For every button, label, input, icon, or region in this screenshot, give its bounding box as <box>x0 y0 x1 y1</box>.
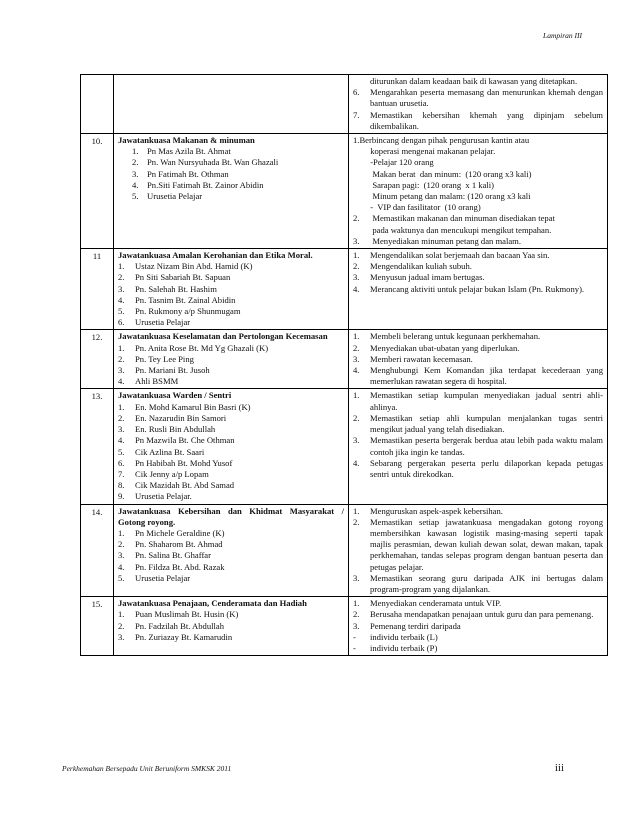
member-item: 5. Urusetia Pelajar <box>118 572 191 583</box>
member-item: 3. Pn. Salina Bt. Ghaffar <box>118 550 211 561</box>
task-line: 1.Berbincang dengan pihak pengurusan kantin atau <box>353 135 530 146</box>
member-item: 3. Pn. Salehah Bt. Hashim <box>118 283 217 294</box>
task-item: 3. Memastikan peserta bergerak berdua atau lebih pada waktu malam contoh jika ingin ke tandas. <box>353 435 603 457</box>
task-item: 3. Memberi rawatan kecemasan. <box>353 353 473 364</box>
committee-cell <box>114 597 349 656</box>
member-item: 5. Cik Azlina Bt. Saari <box>118 446 205 457</box>
member-item: 5. Urusetia Pelajar <box>132 191 203 202</box>
row-number-cell: 10. <box>81 134 114 249</box>
task-item: 1. Menguruskan aspek-aspek kebersihan. <box>353 505 503 516</box>
member-item: 5. Pn. Rukmony a/p Shunmugam <box>118 306 241 317</box>
task-item: 4. Sebarang pergerakan peserta perlu dilaporkan kepada petugas sentri untuk direkodkan. <box>353 457 603 479</box>
task-line: 2. Memastikan makanan dan minuman disediakan tepat <box>353 213 555 224</box>
table-row <box>81 597 608 656</box>
row-number-cell: 14. <box>81 504 114 597</box>
member-item: 8. Cik Mazidah Bt. Abd Samad <box>118 480 235 491</box>
task-item: 2. Memastikan setiap ahli kumpulan menjalankan tugas sentri mengikut jadual yang telah disediakan. <box>353 412 603 435</box>
task-item: 2. Menyediakan ubat-ubatan yang diperlukan. <box>353 342 520 353</box>
member-item: 2. Pn. Shaharom Bt. Ahmad <box>118 539 223 550</box>
task-item: 1. Mengendalikan solat berjemaah dan bacaan Yaa sin. <box>353 250 550 261</box>
table-row <box>81 249 608 330</box>
task-line: 3. Menyediakan minuman petang dan malam. <box>353 235 522 246</box>
task-line: -Pelajar 120 orang <box>353 157 434 168</box>
member-item: 3. Pn Fatimah Bt. Othman <box>132 168 229 179</box>
task-item: 2. Memastikan setiap jawatankuasa mengadakan gotong royong membersihkan kawasan logistik masing-masing seperti tapak majlis perasmian, dewan kuliah dewan solat, dewan makan, tapak perkhemahan, tandas selepas program dengan bantuan peserta dan petugas pelajar. <box>353 516 603 572</box>
committee-table <box>80 74 608 656</box>
member-item: 4. Pn.Siti Fatimah Bt. Zainor Abidin <box>132 179 264 190</box>
committee-cell <box>114 504 349 597</box>
member-item: 4. Pn Mazwila Bt. Che Othman <box>118 435 235 446</box>
task-item: 4. Merancang aktiviti untuk pelajar bukan Islam (Pn. Rukmony). <box>353 283 585 294</box>
task-item: 3. Pemenang terdiri daripada <box>353 620 461 631</box>
page-number: iii <box>554 762 564 774</box>
row-number-cell: 12. <box>81 330 114 389</box>
task-line: - VIP dan fasilitator (10 orang) <box>353 202 481 213</box>
member-item: 1. Pn Mas Azila Bt. Ahmat <box>132 146 231 157</box>
member-item: 2. En. Nazarudin Bin Samori <box>118 412 227 423</box>
row-number-cell: 13. <box>81 389 114 504</box>
committee-title: Jawatankuasa Kebersihan dan Khidmat Masyarakat / Gotong royong. <box>118 505 344 527</box>
task-line: koperasi mengenai makanan pelajar. <box>353 146 496 157</box>
task-item: diturunkan dalam keadaan baik di kawasan yang ditetapkan. <box>370 76 578 86</box>
tasks-cell <box>349 249 608 330</box>
member-item: 2. Pn Siti Sabariah Bt. Sapuan <box>118 272 231 283</box>
task-item: 1. Membeli belerang untuk kegunaan perkhemahan. <box>353 331 541 342</box>
member-item: 3. Pn. Zuriazay Bt. Kamarudin <box>118 631 233 642</box>
task-item: 1. Menyediakan cenderamata untuk VIP. <box>353 598 502 609</box>
member-item: 9. Urusetia Pelajar. <box>118 491 192 502</box>
table-row <box>81 330 608 389</box>
tasks-cell <box>349 134 608 249</box>
task-item: 3. Menyusun jadual imam bertugas. <box>353 272 485 283</box>
task-item: 2. Berusaha mendapatkan penajaan untuk guru dan para pemenang. <box>353 609 594 620</box>
member-item: 1. En. Mohd Kamarul Bin Basri (K) <box>118 401 251 412</box>
task-item: 4. Menghubungi Kem Komandan jika terdapat kecederaan yang memerlukan rawatan segera di hospital. <box>353 365 603 387</box>
committee-cell <box>114 249 349 330</box>
tasks-cell <box>349 504 608 597</box>
member-item: 6. Pn Habibah Bt. Mohd Yusof <box>118 457 233 468</box>
table-row <box>81 134 608 249</box>
member-item: 4. Pn. Fildza Bt. Abd. Razak <box>118 561 225 572</box>
page-footer: Perkhemahan Bersepadu Unit Beruniform SMKSK 2011 <box>62 764 232 773</box>
task-line: Makan berat dan minum: (120 orang x3 kali) <box>353 168 532 179</box>
task-item: 3. Memastikan seorang guru daripada AJK ini bertugas dalam program-program yang dijalankan. <box>353 572 603 594</box>
task-line: pada waktunya dan mencukupi mengikut tempahan. <box>353 224 552 235</box>
member-item: 3. Pn. Mariani Bt. Jusoh <box>118 365 210 376</box>
member-item: 4. Pn. Tasnim Bt. Zainal Abidin <box>118 294 236 305</box>
task-line: Sarapan pagi: (120 orang x 1 kali) <box>353 179 495 190</box>
tasks-cell <box>349 330 608 389</box>
member-item: 2. Pn. Wan Nursyuhada Bt. Wan Ghazali <box>132 157 279 168</box>
member-item: 1. Pn Michele Geraldine (K) <box>118 527 225 538</box>
member-item: 2. Pn. Fadzilah Bt. Abdullah <box>118 620 225 631</box>
committee-title: Jawatankuasa Keselamatan dan Pertolongan Kecemasan <box>118 331 328 342</box>
committee-cell <box>114 389 349 504</box>
task-item: 1. Memastikan setiap kumpulan menyediakan jadual sentri ahli-ahlinya. <box>353 390 603 412</box>
member-item: 6. Urusetia Pelajar <box>118 317 191 328</box>
row-number-cell: 11 <box>81 249 114 330</box>
tasks-cell <box>349 389 608 504</box>
row-number-cell <box>81 75 114 134</box>
committee-cell <box>114 75 349 134</box>
member-item: 1. Pn. Anita Rose Bt. Md Yg Ghazali (K) <box>118 342 269 353</box>
member-item: 1. Ustaz Nizam Bin Abd. Hamid (K) <box>118 261 253 272</box>
task-item: 2. Mengendalikan kuliah subuh. <box>353 261 472 272</box>
task-line: Minum petang dan malam: (120 orang x3 kali <box>353 191 531 202</box>
member-item: 7. Cik Jenny a/p Lopam <box>118 468 209 479</box>
task-item: - individu terbaik (P) <box>353 642 438 653</box>
committee-title: Jawatankuasa Amalan Kerohanian dan Etika Moral. <box>118 250 313 261</box>
page-header: Lampiran III <box>543 31 582 40</box>
member-item: 1. Puan Muslimah Bt. Husin (K) <box>118 609 239 620</box>
member-item: 2. Pn. Tey Lee Ping <box>118 353 194 364</box>
table-row <box>81 75 608 134</box>
task-item: 6. Mengarahkan peserta memasang dan menurunkan khemah dengan bantuan urusetia. <box>353 87 603 109</box>
tasks-cell <box>349 75 608 134</box>
task-item: 7. Memastikan kebersihan khemah yang dipinjam sebelum dikembalikan. <box>353 109 603 131</box>
row-number-cell: 15. <box>81 597 114 656</box>
committee-cell <box>114 330 349 389</box>
member-item: 4. Ahli BSMM <box>118 376 179 387</box>
committee-title: Jawatankuasa Makanan & minuman <box>118 135 255 146</box>
committee-cell <box>114 134 349 249</box>
tasks-cell <box>349 597 608 656</box>
committee-title: Jawatankuasa Penajaan, Cenderamata dan Hadiah <box>118 598 307 609</box>
table-row <box>81 504 608 597</box>
committee-title: Jawatankuasa Warden / Sentri <box>118 390 232 401</box>
table-row <box>81 389 608 504</box>
member-item: 3. En. Rusli Bin Abdullah <box>118 424 216 435</box>
task-item: - individu terbaik (L) <box>353 631 438 642</box>
